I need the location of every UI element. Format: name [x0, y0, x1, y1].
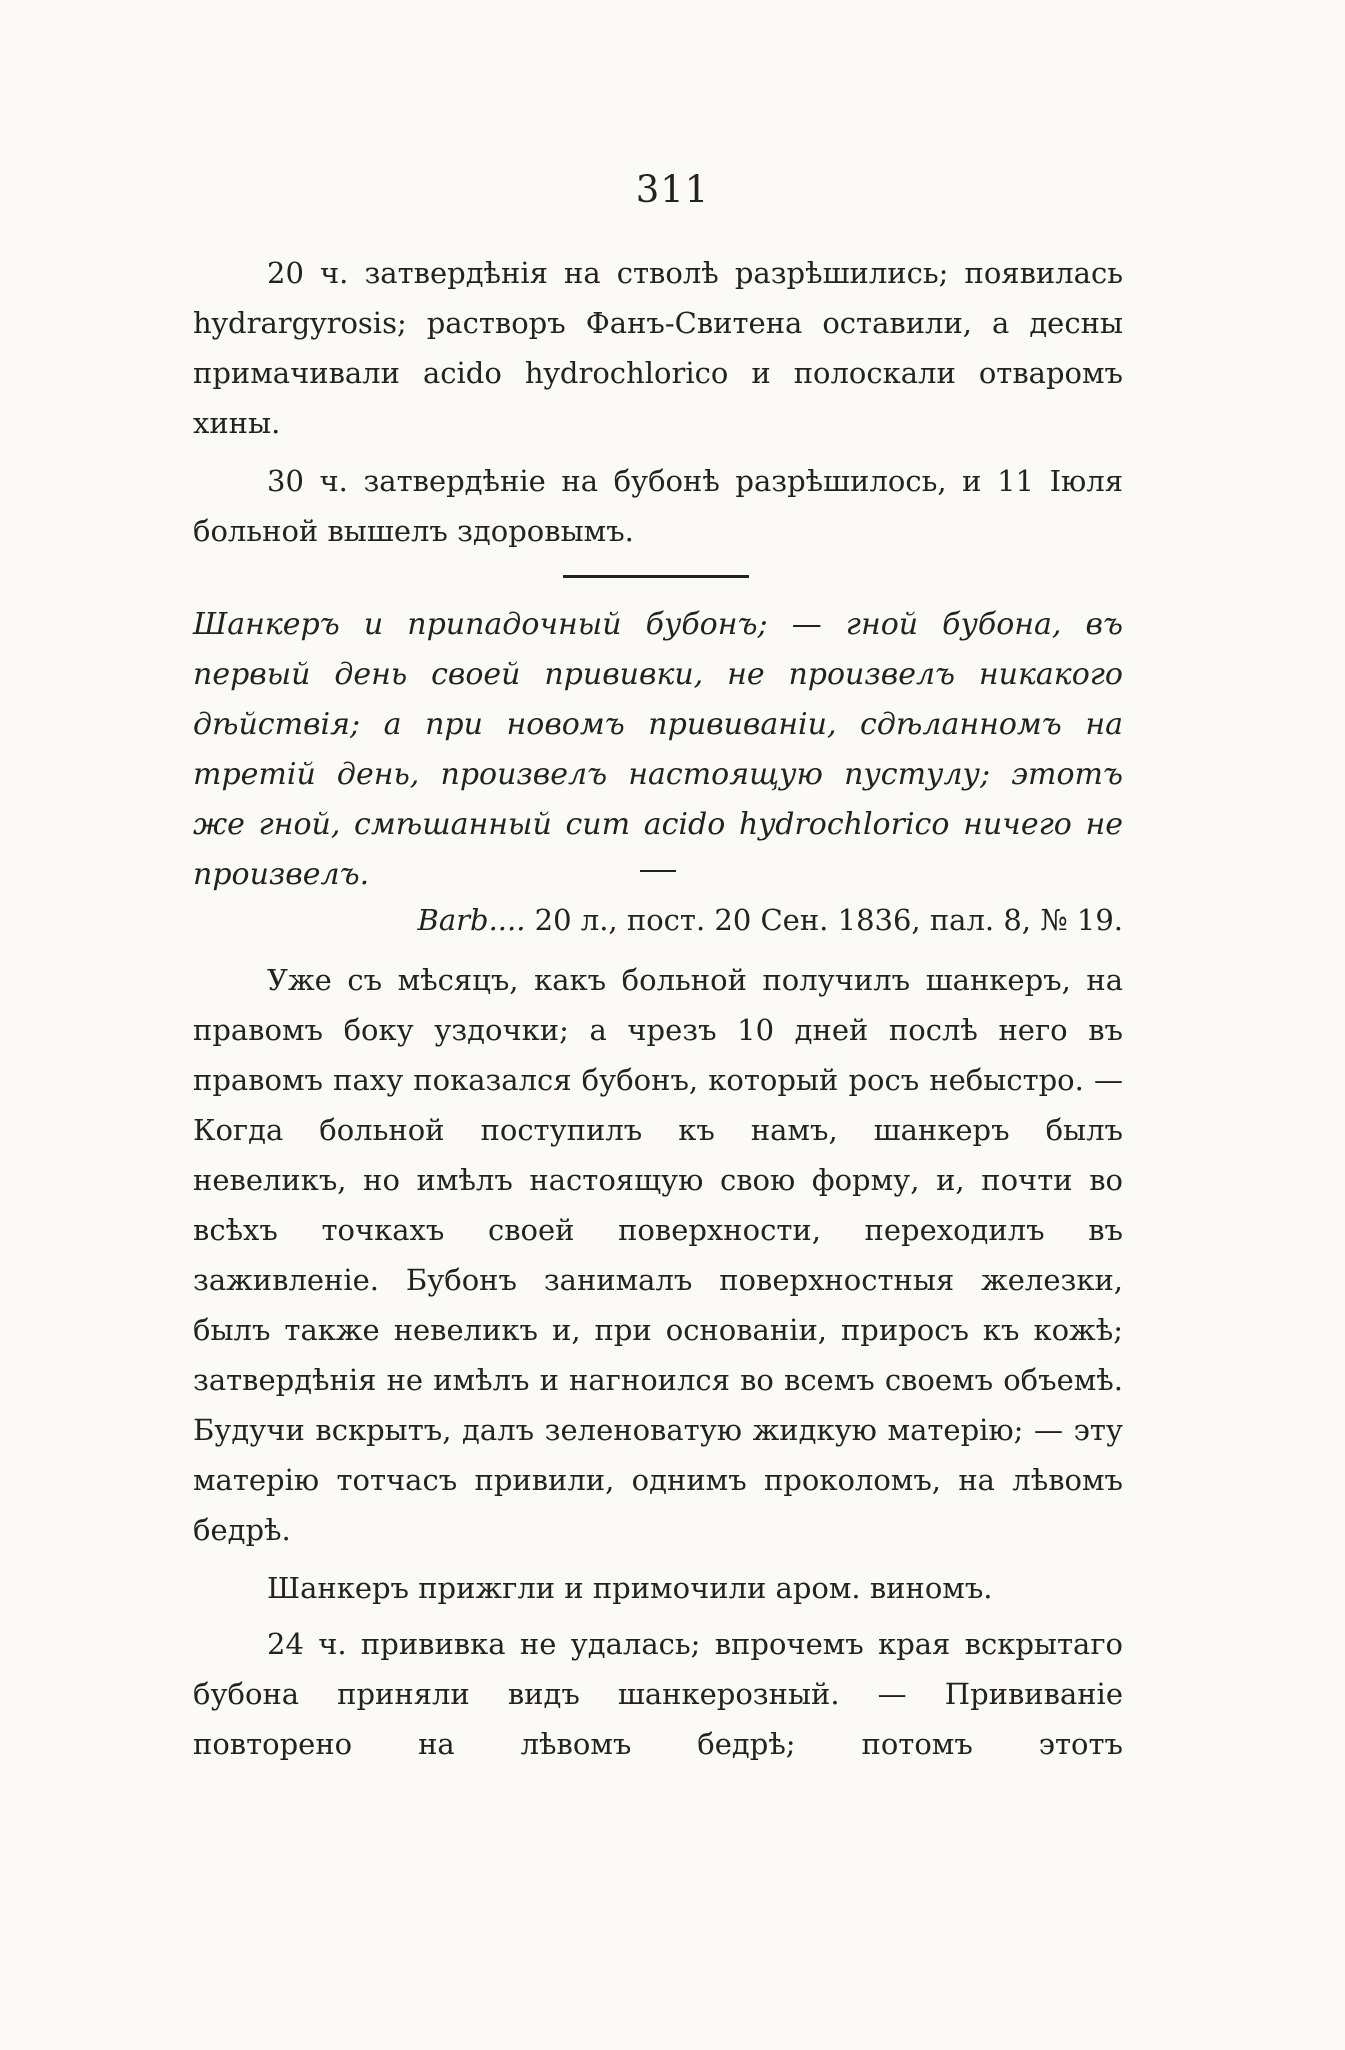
- page-number: 311: [635, 168, 710, 211]
- paragraph-treatment: Шанкеръ прижгли и примочили аром. виномъ.: [267, 1571, 993, 1605]
- paragraph-day-30: 30 ч. затвердѣніе на бубонѣ разрѣшилось, и 11 Іюля больной вышелъ здоровымъ.: [193, 464, 1123, 548]
- opening-text: [193, 248, 1123, 556]
- short-divider: [640, 870, 676, 872]
- case-summary: Шанкеръ и припадочный бубонъ; — гной бубона, въ первый день своей прививки, не произвелъ никакого дѣйствія; а при новомъ прививаніи, сдѣланномъ на третій день, произвелъ настоящую пустулу; этотъ же гной, смѣшанный cum acido hydrochlorico ничего не произвелъ.: [193, 607, 1123, 892]
- paragraph-day-20: 20 ч. затвердѣнія на стволѣ разрѣшились; появилась hydrargyrosis; растворъ Фанъ-Свитена оставили, а десны примачивали acido hydrochlorico и полоскали отваромъ хины.: [193, 256, 1123, 440]
- case-text: [193, 955, 1123, 1769]
- case-header: [193, 895, 1123, 945]
- patient-name: Barb....: [417, 903, 526, 937]
- case-details: 20 л., пост. 20 Сен. 1836, пал. 8, № 19.: [525, 903, 1123, 937]
- paragraph-day-24: 24 ч. прививка не удалась; впрочемъ края вскрытаго бубона приняли видъ шанкерозный. — Прививаніе повторено на лѣвомъ бедрѣ; потомъ этотъ: [193, 1627, 1123, 1761]
- paragraph-history: Уже съ мѣсяцъ, какъ больной получилъ шанкеръ, на правомъ боку уздочки; а чрезъ 10 дней послѣ него въ правомъ паху показался бубонъ, который росъ небыстро. — Когда больной поступилъ къ намъ, шанкеръ былъ невеликъ, но имѣлъ настоящую свою форму, и, почти во всѣхъ точкахъ своей поверхности, переходилъ въ заживленіе. Бубонъ занималъ поверхностныя железки, былъ также невеликъ и, при основаніи, приросъ къ кожѣ; затвердѣнія не имѣлъ и нагноился во всемъ своемъ объемѣ. Будучи вскрытъ, далъ зеленоватую жидкую матерію; — эту матерію тотчасъ привили, однимъ проколомъ, на лѣвомъ бедрѣ.: [193, 963, 1123, 1547]
- section-divider: [563, 575, 749, 578]
